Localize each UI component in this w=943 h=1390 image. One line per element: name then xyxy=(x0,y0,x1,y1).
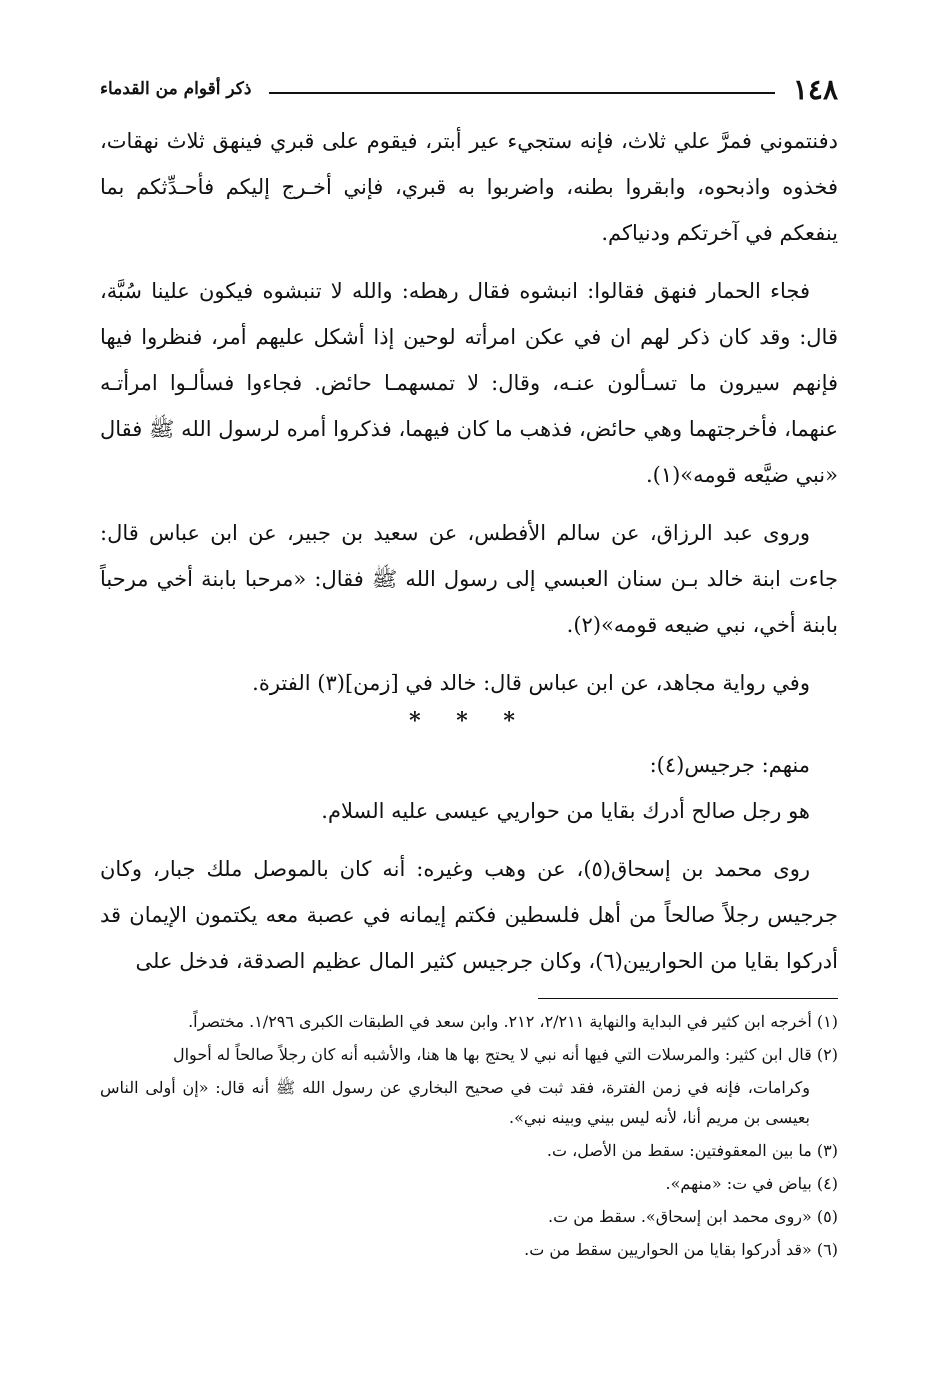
main-text xyxy=(100,118,838,984)
header-rule xyxy=(269,92,774,94)
paragraph-7: روى محمد بن إسحاق(٥)، عن وهب وغيره: أنه كان بالموصل ملك جبار، وكان جرجيس رجلاً صالحاً من أهل فلسطين فكتم إيمانه في عصبة معه يكتمون الإيمان قد أدركوا بقايا من الحواريين(٦)، وكان جرجيس كثير المال عظيم الصدقة، فدخل على xyxy=(100,857,838,973)
page-header xyxy=(100,70,838,108)
paragraph-2: فجاء الحمار فنهق فقالوا: انبشوه فقال رهطه: والله لا تنبشوه فيكون علينا سُبَّة، قال: وقد كان ذكر لهم ان في عكن امرأته لوحين إذا أشكل عليهم أمر، فنظروا فيها فإنهم سيرون ما تسـألون عنـه، وقال: لا تمسهمـا حائض. فجاءوا فسألـوا امرأتـه عنهما، فأخرجتهما وهي حائض، فذهب ما كان فيهما، فذكروا أمره لرسول الله ﷺ فقال «نبي ضيَّعه قومه»(١). xyxy=(100,279,838,487)
footnote-2-continued: وكرامات، فإنه في زمن الفترة، فقد ثبت في صحيح البخاري عن رسول الله ﷺ أنه قال: «إن أولى الناس بعيسى بن مريم أنا، لأنه ليس بيني وبينه نبي». xyxy=(100,1078,810,1127)
paragraph-4: وفي رواية مجاهد، عن ابن عباس قال: خالد في [زمن](٣) الفترة. xyxy=(252,671,810,695)
running-title: ذكر أقوام من القدماء xyxy=(100,79,252,99)
footnote-1: (١) أخرجه ابن كثير في البداية والنهاية ٢/٢١١، ٢١٢. وابن سعد في الطبقات الكبرى ١/٢٩٦. مختصراً. xyxy=(188,1012,838,1031)
footnote-3: (٣) ما بين المعقوفتين: سقط من الأصل، ت. xyxy=(546,1141,838,1160)
footnotes xyxy=(100,1007,838,1265)
footnote-5: (٥) «روى محمد ابن إسحاق». سقط من ت. xyxy=(547,1207,838,1226)
footnote-2: (٢) قال ابن كثير: والمرسلات التي فيها أنه نبي لا يحتج بها ها هنا، والأشبه أنه كان رجلاً صالحاً له أحوال xyxy=(172,1045,838,1064)
section-heading: منهم: جرجيس(٤): xyxy=(649,753,810,777)
section-separator: * * * xyxy=(409,708,529,734)
paragraph-6: هو رجل صالح أدرك بقايا من حواريي عيسى عليه السلام. xyxy=(321,799,810,823)
footnote-4: (٤) بياض في ت: «منهم». xyxy=(665,1174,838,1193)
footnote-6: (٦) «قد أدركوا بقايا من الحواريين سقط من ت. xyxy=(524,1240,838,1259)
paragraph-3: وروى عبد الرزاق، عن سالم الأفطس، عن سعيد بن جبير، عن ابن عباس قال: جاءت ابنة خالد بـن سنان العبسي إلى رسول الله ﷺ فقال: «مرحبا بابنة أخي مرحباً بابنة أخي، نبي ضيعه قومه»(٢). xyxy=(100,521,838,637)
paragraph-1: دفنتموني فمرَّ علي ثلاث، فإنه ستجيء عير أبتر، فيقوم على قبري فينهق ثلاث نهقات، فخذوه واذبحوه، وابقروا بطنه، واضربوا به قبري، فإني أخـرج إليكم فأحـدِّثكم بما ينفعكم في آخرتكم ودنياكم. xyxy=(100,129,838,245)
page-number: ١٤٨ xyxy=(792,72,838,106)
footnote-rule xyxy=(538,998,838,999)
